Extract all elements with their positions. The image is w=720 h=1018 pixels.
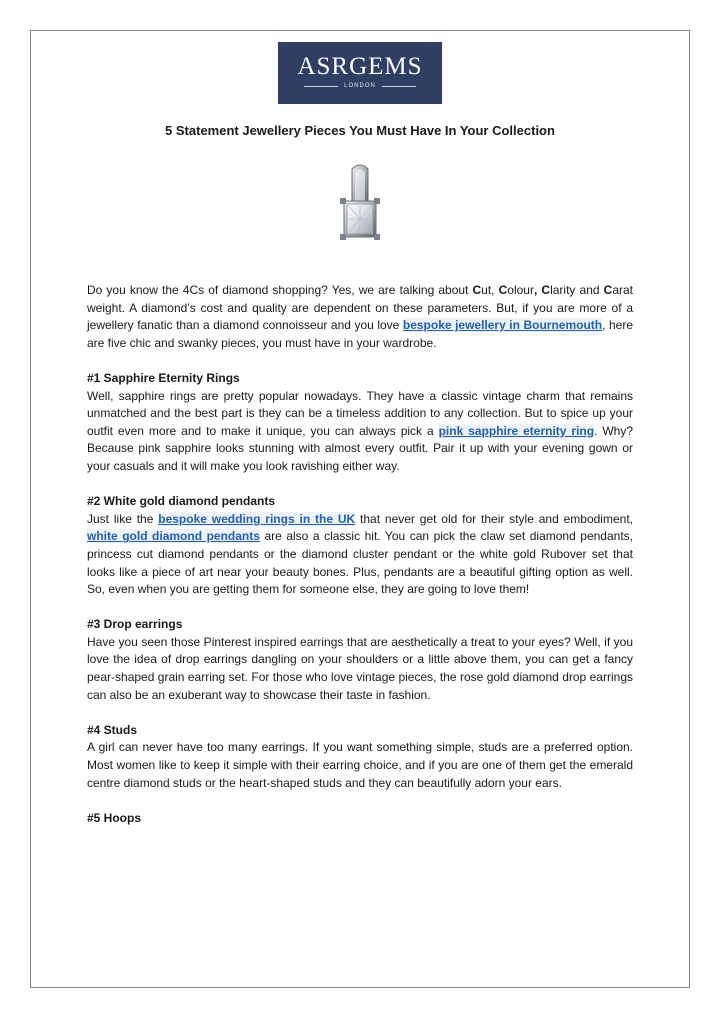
section-text: . Why? Because pink sapphire looks stunning with almost every outfit. Pair it up with your evening gown or your casuals and it will make you look ravishing either way. [87,423,633,473]
brand-logo[interactable] [278,42,442,104]
section-body-2 [87,511,633,599]
section-heading-1: #1 Sapphire Eternity Rings [87,370,240,385]
section-heading-4: #4 Studs [87,722,138,737]
spacer [87,599,633,617]
section-body-1 [87,388,633,476]
spacer [87,704,633,722]
pink-sapphire-link[interactable]: pink sapphire eternity ring [438,423,595,438]
logo-sub-row [278,83,442,89]
section-body-4: A girl can never have too many earrings. If you want something simple, studs are a preferred option. Most women like to keep it simple with their earring choice, and if you are one of them get the emerald centre diamond studs or the heart-shaped studs and they can beautifully adorn your ears. [87,740,633,790]
intro-bold-comma: , [533,283,542,297]
article-body [87,282,633,827]
section-heading-2: #2 White gold diamond pendants [87,494,276,509]
intro-text: olour [507,283,534,297]
section-text: that never get old for their style and embodiment, [355,511,633,526]
intro-text: ut, [481,283,499,297]
intro-paragraph [87,282,633,352]
white-gold-pendants-link[interactable]: white gold diamond pendants [87,529,260,544]
spacer [87,792,633,810]
logo-line-left [304,86,338,87]
intro-bold-c: C [603,283,613,297]
section-text: Well, sapphire rings are pretty popular nowadays. They have a classic vintage charm that remains unmatched and the best part is they can be a timeless addition to any collection. But to spice up your outfit even more and to make it unique, you can always pick a [87,388,633,438]
section-text: Just like the [87,511,159,526]
bespoke-wedding-rings-link[interactable]: bespoke wedding rings in the UK [158,511,356,526]
logo-line-right [382,86,416,87]
spacer [87,352,633,370]
page-title: 5 Statement Jewellery Pieces You Must Have In Your Collection [165,123,555,138]
intro-text: larity and [550,283,604,297]
section-text: are also a classic hit. You can pick the claw set diamond pendants, princess cut diamond pendants or the diamond cluster pendant or the white gold Rubover set that looks like a piece of art near your beauty bones. Plus, pendants are a beautiful gifting option as well. So, even when you are getting them for someone else, they are going to love them! [87,529,633,597]
intro-bold-c: C [498,283,508,297]
section-heading-5: #5 Hoops [87,810,142,825]
logo-name: ASRGEMS [297,53,423,80]
section-body-3: Have you seen those Pinterest inspired earrings that are aesthetically a treat to your eyes? Well, if you love the idea of drop earrings dangling on your shoulders or a little above them, you can get a fancy pear-shaped grain earring set. For those who love vintage pieces, the rose gold diamond drop earrings can also be an exuberant way to showcase their taste in fashion. [87,634,633,702]
intro-text: , here are five chic and swanky pieces, you must have in your wardrobe. [87,318,633,350]
logo-subtitle: LONDON [344,83,376,89]
intro-text: arat weight. A diamond’s cost and quality are dependent on these parameters. But, if you are more of a jewellery fanatic than a diamond connoisseur and you love [87,283,634,333]
intro-bold-c: C [472,283,482,297]
diamond-pendant-icon [330,163,390,247]
section-heading-3: #3 Drop earrings [87,617,183,632]
intro-text: Do you know the 4Cs of diamond shopping? Yes, we are talking about [87,283,473,297]
bespoke-jewellery-link[interactable]: bespoke jewellery in Bournemouth [402,318,603,333]
intro-bold-c: C [541,283,551,297]
spacer [87,476,633,494]
